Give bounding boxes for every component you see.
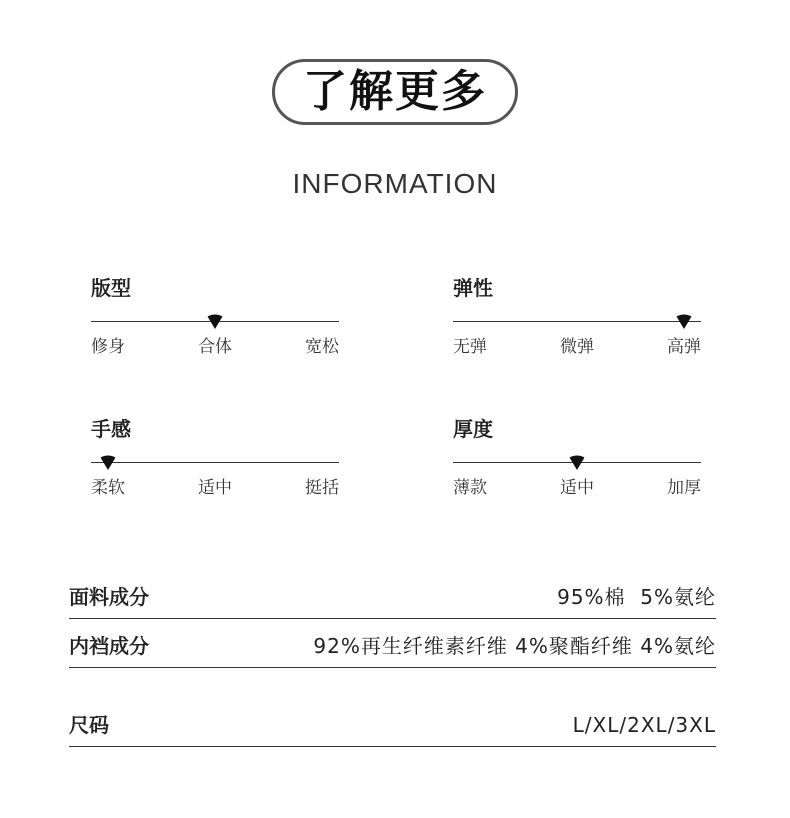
scale-option: 适中 — [198, 478, 232, 498]
spec-row-size — [69, 668, 716, 747]
scale-label: 版型 — [91, 276, 131, 300]
spec-row-lining — [69, 619, 716, 668]
scale-label: 手感 — [91, 417, 131, 441]
indicator-marker-icon — [207, 314, 223, 330]
scale-option: 宽松 — [305, 337, 339, 357]
scale-option: 柔软 — [91, 478, 125, 498]
scale-elasticity — [453, 278, 701, 378]
page-subtitle: INFORMATION — [292, 168, 498, 199]
scale-option: 无弹 — [453, 337, 487, 357]
scale-feel — [91, 419, 339, 519]
page-title: 了解更多 — [303, 66, 487, 117]
spec-table — [69, 570, 716, 747]
scale-track — [453, 321, 701, 322]
spec-label: 面料成分 — [69, 585, 149, 609]
scale-track — [91, 462, 339, 463]
spec-row-fabric — [69, 570, 716, 619]
scale-option: 挺括 — [305, 478, 339, 498]
scale-option: 适中 — [560, 478, 594, 498]
spec-value: 95%棉 5%氨纶 — [557, 585, 716, 609]
scale-label: 弹性 — [453, 276, 493, 300]
indicator-marker-icon — [676, 314, 692, 330]
indicator-marker-icon — [569, 455, 585, 471]
scale-option: 合体 — [198, 337, 232, 357]
spec-value: L/XL/2XL/3XL — [572, 713, 716, 737]
title-badge — [272, 59, 518, 125]
scale-option: 高弹 — [667, 337, 701, 357]
scale-fit — [91, 278, 339, 378]
scale-thickness — [453, 419, 701, 519]
scale-label: 厚度 — [453, 417, 493, 441]
spec-label: 内裆成分 — [69, 634, 149, 658]
spec-value: 92%再生纤维素纤维 4%聚酯纤维 4%氨纶 — [313, 634, 716, 658]
indicator-marker-icon — [100, 455, 116, 471]
scale-option: 加厚 — [667, 478, 701, 498]
scale-option: 修身 — [91, 337, 125, 357]
spec-label: 尺码 — [69, 713, 109, 737]
scale-option: 微弹 — [560, 337, 594, 357]
scale-option: 薄款 — [453, 478, 487, 498]
